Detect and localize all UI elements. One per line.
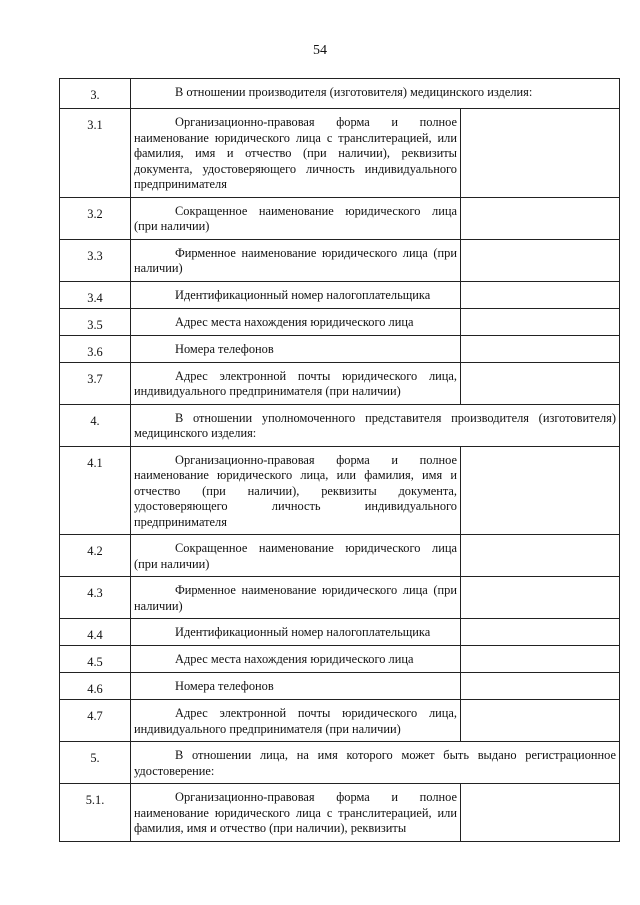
table-row	[60, 335, 620, 362]
value-cell[interactable]	[461, 197, 620, 239]
row-number: 3.5	[60, 308, 131, 335]
row-number: 4.3	[60, 577, 131, 619]
value-cell[interactable]	[461, 362, 620, 404]
table-row	[60, 700, 620, 742]
row-number: 3.4	[60, 281, 131, 308]
row-number: 3.3	[60, 239, 131, 281]
registration-form-table	[59, 78, 620, 842]
table-row	[60, 109, 620, 198]
row-number: 3.	[60, 79, 131, 109]
value-cell[interactable]	[461, 646, 620, 673]
table-row	[60, 239, 620, 281]
row-label: Организационно-правовая форма и полное наименование юридического лица, или фамилия, имя и отчество (при наличии), реквизиты документа, удостоверяющего личность индивидуального предпринимателя	[134, 452, 457, 529]
page-number: 54	[313, 43, 327, 58]
row-label: Адрес электронной почты юридического лица, индивидуального предпринимателя (при наличии)	[134, 706, 457, 736]
section-heading: В отношении уполномоченного представителя производителя (изготовителя) медицинского изделия:	[134, 410, 616, 440]
section-row	[60, 404, 620, 446]
value-cell[interactable]	[461, 446, 620, 535]
row-number: 4.2	[60, 535, 131, 577]
row-label: Фирменное наименование юридического лица (при наличии)	[134, 583, 457, 613]
section-row	[60, 742, 620, 784]
row-number: 3.1	[60, 109, 131, 198]
row-number: 3.6	[60, 335, 131, 362]
value-cell[interactable]	[461, 577, 620, 619]
row-number: 4.	[60, 404, 131, 446]
value-cell[interactable]	[461, 109, 620, 198]
row-label: Номера телефонов	[175, 679, 274, 693]
row-label: Адрес места нахождения юридического лица	[175, 652, 414, 666]
value-cell[interactable]	[461, 308, 620, 335]
table-row	[60, 362, 620, 404]
row-label: Идентификационный номер налогоплательщика	[175, 625, 431, 639]
table-row	[60, 446, 620, 535]
value-cell[interactable]	[461, 700, 620, 742]
table-row	[60, 535, 620, 577]
row-label: Адрес электронной почты юридического лица, индивидуального предпринимателя (при наличии)	[134, 368, 457, 398]
row-label: Организационно-правовая форма и полное наименование юридического лица с транслитерацией, или фамилия, имя и отчество (при наличии), реквизиты	[134, 790, 457, 835]
table-row	[60, 197, 620, 239]
row-label: Сокращенное наименование юридического лица (при наличии)	[134, 203, 457, 233]
row-label: Фирменное наименование юридического лица (при наличии)	[134, 245, 457, 275]
table-row	[60, 577, 620, 619]
value-cell[interactable]	[461, 535, 620, 577]
table-row	[60, 308, 620, 335]
value-cell[interactable]	[461, 619, 620, 646]
table-row	[60, 673, 620, 700]
row-label: Адрес места нахождения юридического лица	[175, 314, 414, 329]
row-number: 3.2	[60, 197, 131, 239]
section-heading: В отношении производителя (изготовителя) медицинского изделия:	[175, 85, 533, 99]
row-number: 5.	[60, 742, 131, 784]
row-label: Организационно-правовая форма и полное наименование юридического лица с транслитерацией, или фамилия, имя и отчество (при наличии), реквизиты документа, удостоверяющего личность индивидуального предпринимателя	[134, 115, 457, 191]
section-heading: В отношении лица, на имя которого может быть выдано регистрационное удостоверение:	[134, 748, 616, 778]
row-number: 4.5	[60, 646, 131, 673]
value-cell[interactable]	[461, 784, 620, 842]
row-number: 4.6	[60, 673, 131, 700]
table-row	[60, 784, 620, 842]
table-row	[60, 646, 620, 673]
row-number: 4.1	[60, 446, 131, 535]
row-number: 4.4	[60, 619, 131, 646]
row-label: Номера телефонов	[175, 341, 274, 356]
value-cell[interactable]	[461, 673, 620, 700]
row-number: 3.7	[60, 362, 131, 404]
row-label: Идентификационный номер налогоплательщика	[175, 287, 431, 302]
row-number: 5.1.	[60, 784, 131, 842]
value-cell[interactable]	[461, 335, 620, 362]
row-label: Сокращенное наименование юридического лица (при наличии)	[134, 541, 457, 571]
section-row	[60, 79, 620, 109]
value-cell[interactable]	[461, 281, 620, 308]
value-cell[interactable]	[461, 239, 620, 281]
table-row	[60, 281, 620, 308]
table-row	[60, 619, 620, 646]
row-number: 4.7	[60, 700, 131, 742]
